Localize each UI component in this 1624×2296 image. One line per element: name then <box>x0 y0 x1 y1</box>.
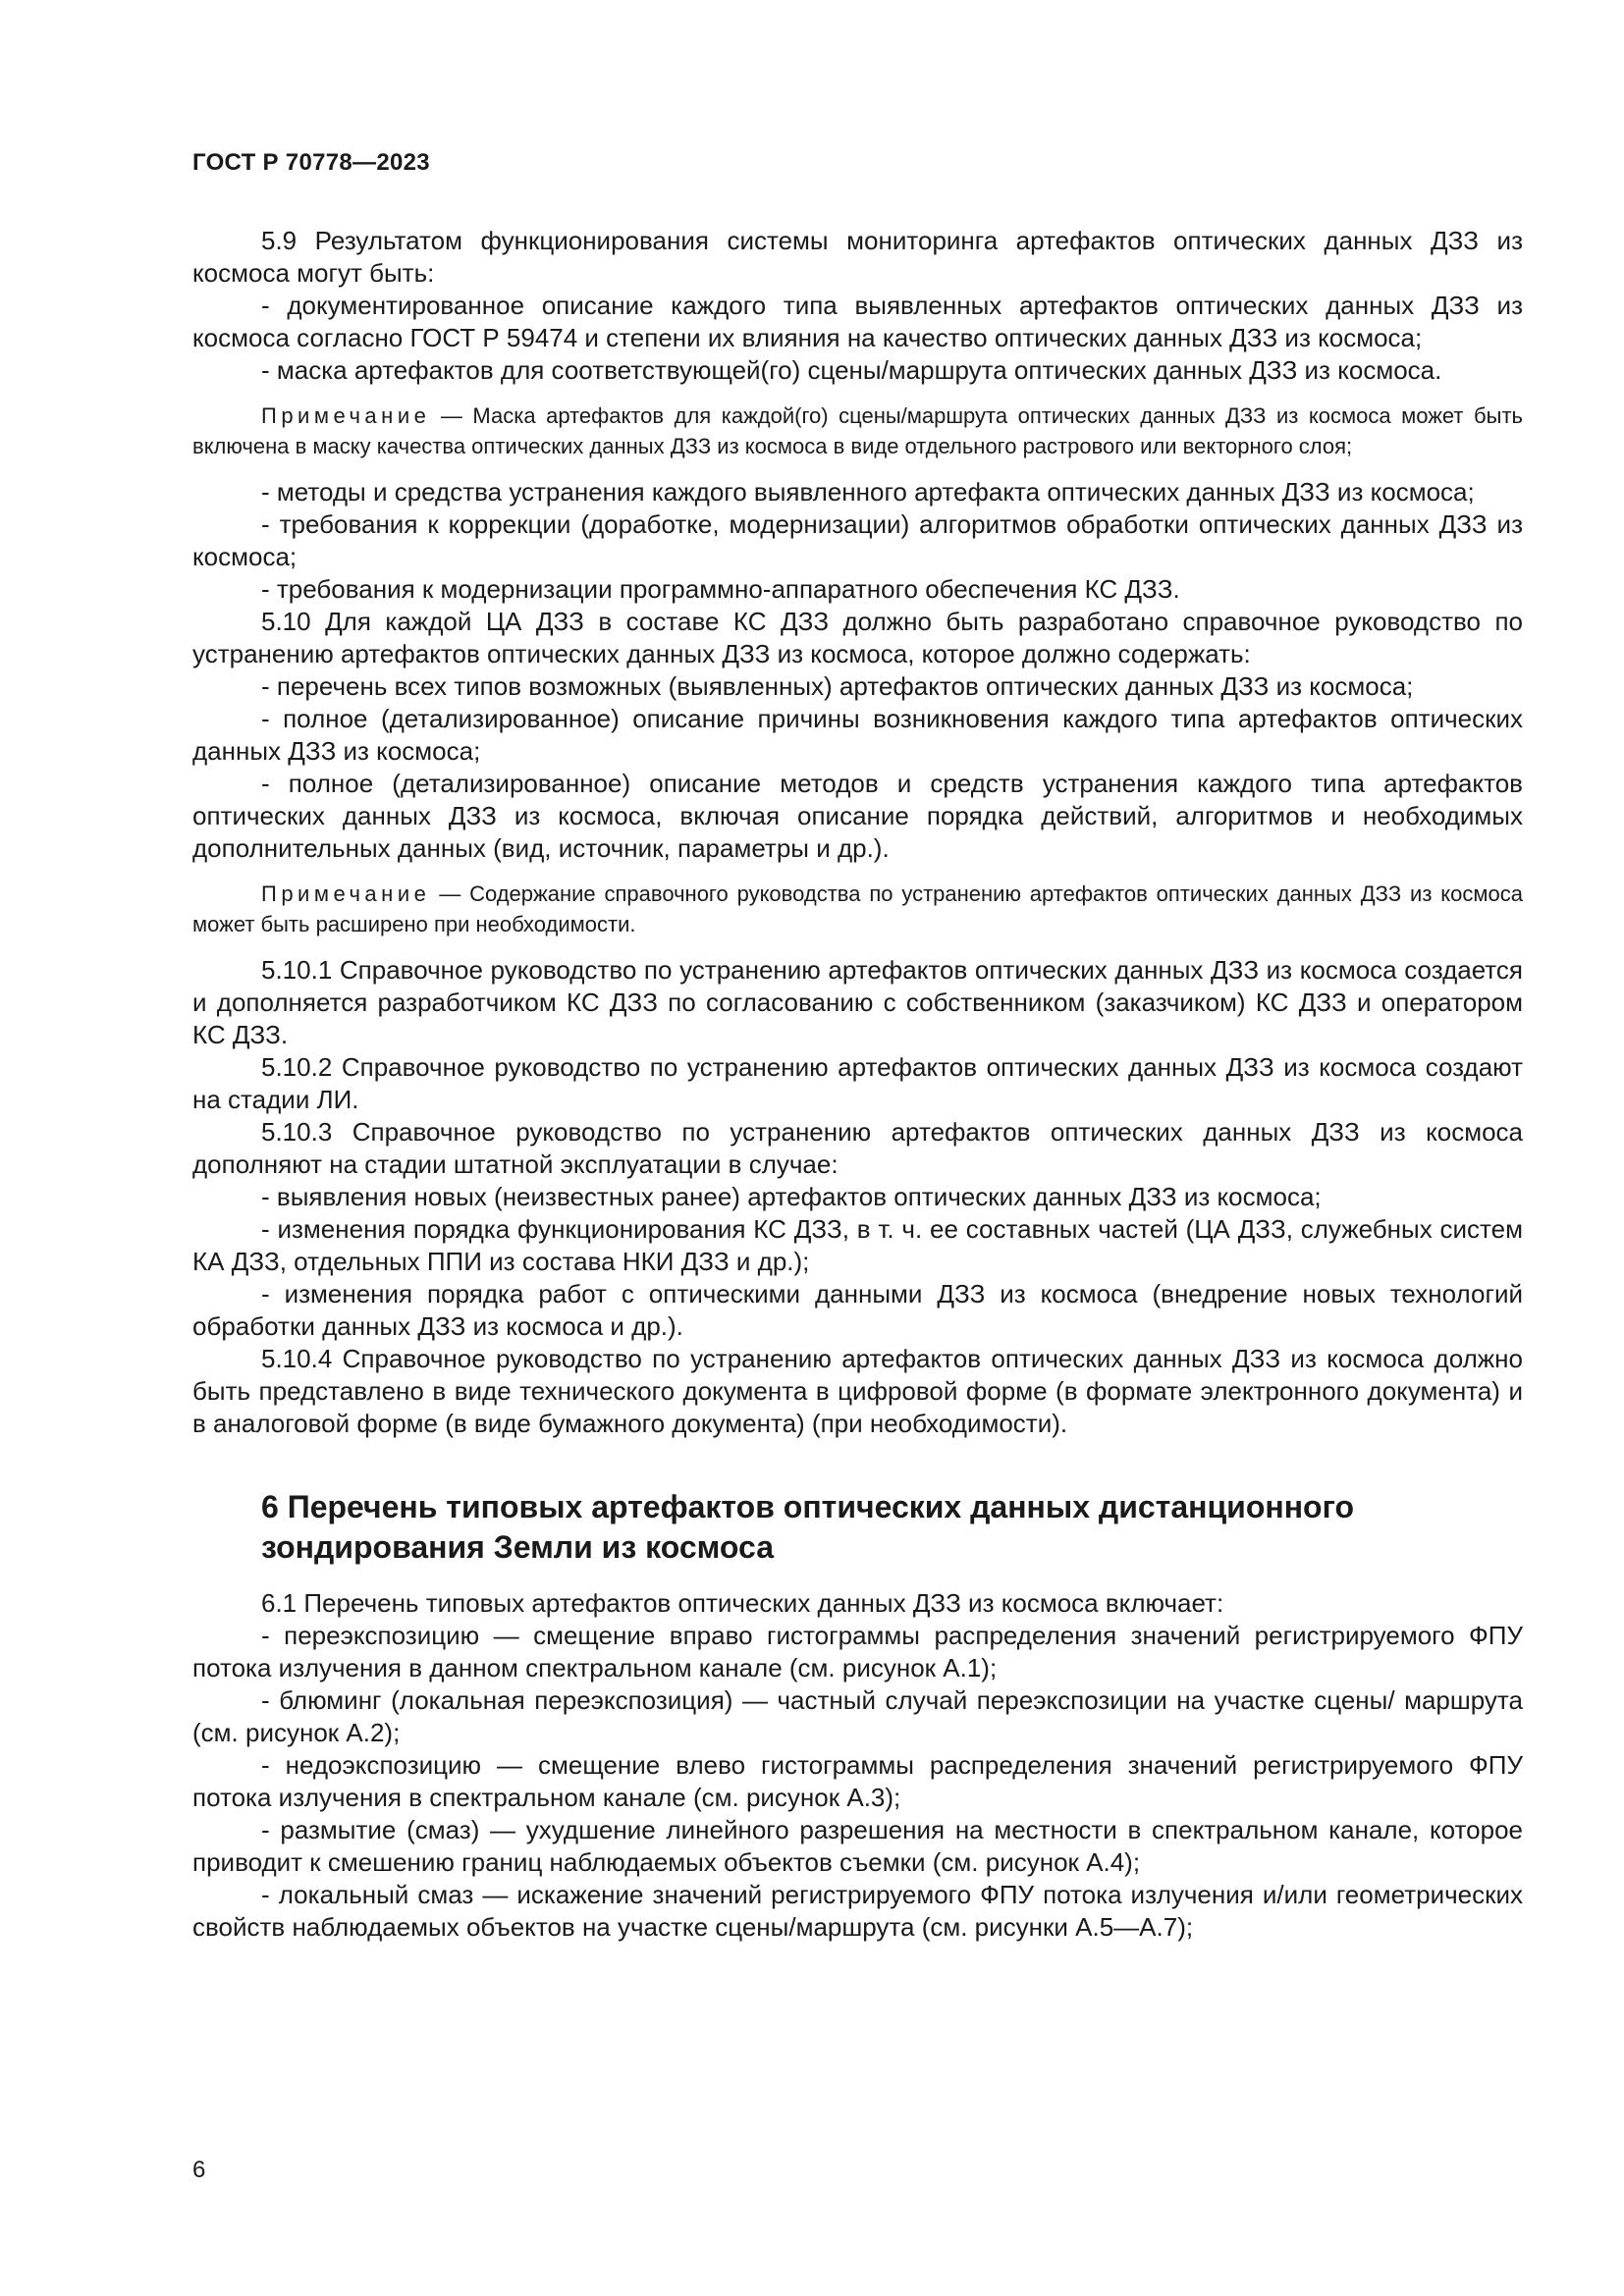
list-item: - переэкспозицию — смещение вправо гистограммы распределения значений регистрируемого ФПУ потока излучения в данном спектральном канале (см. рисунок А.1); <box>192 1621 1523 1682</box>
list-item: - локальный смаз — искажение значений регистрируемого ФПУ потока излучения и/или геометрических свойств наблюдаемых объектов на участке сцены/маршрута (см. рисунки А.5—А.7); <box>192 1880 1523 1942</box>
note-label: Примечание <box>261 403 431 428</box>
paragraph-5-10-3: 5.10.3 Справочное руководство по устранению артефактов оптических данных ДЗЗ из космоса дополняют на стадии штатной эксплуатации в случае: <box>192 1117 1523 1179</box>
list-item: - требования к коррекции (доработке, модернизации) алгоритмов обработки оптических данных ДЗЗ из космоса; <box>192 509 1523 571</box>
list-item: - маска артефактов для соответствующей(го) сцены/маршрута оптических данных ДЗЗ из космоса. <box>261 355 1442 385</box>
list-item: - методы и средства устранения каждого выявленного артефакта оптических данных ДЗЗ из космоса; <box>261 477 1475 507</box>
paragraph-5-10: 5.10 Для каждой ЦА ДЗЗ в составе КС ДЗЗ должно быть разработано справочное руководство по устранению артефактов оптических данных ДЗЗ из космоса, которое должно содержать: <box>192 607 1523 668</box>
list-item: - требования к модернизации программно-аппаратного обеспечения КС ДЗЗ. <box>261 574 1180 604</box>
paragraph-6-1: 6.1 Перечень типовых артефактов оптических данных ДЗЗ из космоса включает: <box>261 1588 1224 1618</box>
paragraph-5-9: 5.9 Результатом функционирования системы мониторинга артефактов оптических данных ДЗЗ из космоса могут быть: <box>192 226 1523 288</box>
section-6-heading-line1: 6 Перечень типовых артефактов оптических данных дистанционного <box>261 1489 1355 1524</box>
list-item: - перечень всех типов возможных (выявленных) артефактов оптических данных ДЗЗ из космоса; <box>261 671 1414 701</box>
list-item: - полное (детализированное) описание методов и средств устранения каждого типа артефактов оптических данных ДЗЗ из космоса, включая описание порядка действий, алгоритмов и необходимых дополнительных данных (вид, источник, параметры и др.). <box>192 769 1523 863</box>
list-item: - изменения порядка работ с оптическими данными ДЗЗ из космоса (внедрение новых технологий обработки данных ДЗЗ из космоса и др.). <box>192 1279 1523 1341</box>
list-item: - блюминг (локальная переэкспозиция) — частный случай переэкспозиции на участке сцены/ маршрута (см. рисунок А.2); <box>192 1685 1523 1747</box>
note-dash: — <box>430 403 473 428</box>
section-6-heading-line2: зондирования Земли из космоса <box>261 1529 774 1565</box>
document-code: ГОСТ Р 70778—2023 <box>192 149 430 176</box>
note-block <box>192 400 1523 461</box>
list-item: - изменения порядка функционирования КС ДЗЗ, в т. ч. ее составных частей (ЦА ДЗЗ, служебных систем КА ДЗЗ, отдельных ППИ из состава НКИ ДЗЗ и др.); <box>192 1214 1523 1276</box>
list-item: - документированное описание каждого типа выявленных артефактов оптических данных ДЗЗ из космоса согласно ГОСТ Р 59474 и степени их влияния на качество оптических данных ДЗЗ из космоса; <box>192 291 1523 352</box>
paragraph-5-10-2: 5.10.2 Справочное руководство по устранению артефактов оптических данных ДЗЗ из космоса создают на стадии ЛИ. <box>192 1052 1523 1114</box>
section-6-heading <box>261 1487 1523 1568</box>
list-item: - размытие (смаз) — ухудшение линейного разрешения на местности в спектральном канале, которое приводит к смешению границ наблюдаемых объектов съемки (см. рисунок А.4); <box>192 1815 1523 1877</box>
paragraph-5-10-1: 5.10.1 Справочное руководство по устранению артефактов оптических данных ДЗЗ из космоса создается и дополняется разработчиком КС ДЗЗ по согласованию с собственником (заказчиком) КС ДЗЗ и оператором КС ДЗЗ. <box>192 955 1523 1049</box>
note-dash: — <box>430 881 470 906</box>
note-label: Примечание <box>261 881 431 906</box>
page-body <box>192 225 1523 1944</box>
note-block <box>192 879 1523 939</box>
page-number: 6 <box>192 2157 206 2183</box>
list-item: - недоэкспозицию — смещение влево гистограммы распределения значений регистрируемого ФПУ потока излучения в спектральном канале (см. рисунок А.3); <box>192 1750 1523 1812</box>
list-item: - полное (детализированное) описание причины возникновения каждого типа артефактов оптических данных ДЗЗ из космоса; <box>192 704 1523 766</box>
note-text: Содержание справочного руководства по устранению артефактов оптических данных ДЗЗ из космоса может быть расширено при необходимости. <box>192 881 1523 936</box>
list-item: - выявления новых (неизвестных ранее) артефактов оптических данных ДЗЗ из космоса; <box>261 1182 1322 1211</box>
paragraph-5-10-4: 5.10.4 Справочное руководство по устранению артефактов оптических данных ДЗЗ из космоса должно быть представлено в виде технического документа в цифровой форме (в формате электронного документа) и в аналоговой форме (в виде бумажного документа) (при необходимости). <box>192 1344 1523 1438</box>
note-text: Маска артефактов для каждой(го) сцены/маршрута оптических данных ДЗЗ из космоса может быть включена в маску качества оптических данных ДЗЗ из космоса в виде отдельного растрового или векторного слоя; <box>192 403 1523 458</box>
